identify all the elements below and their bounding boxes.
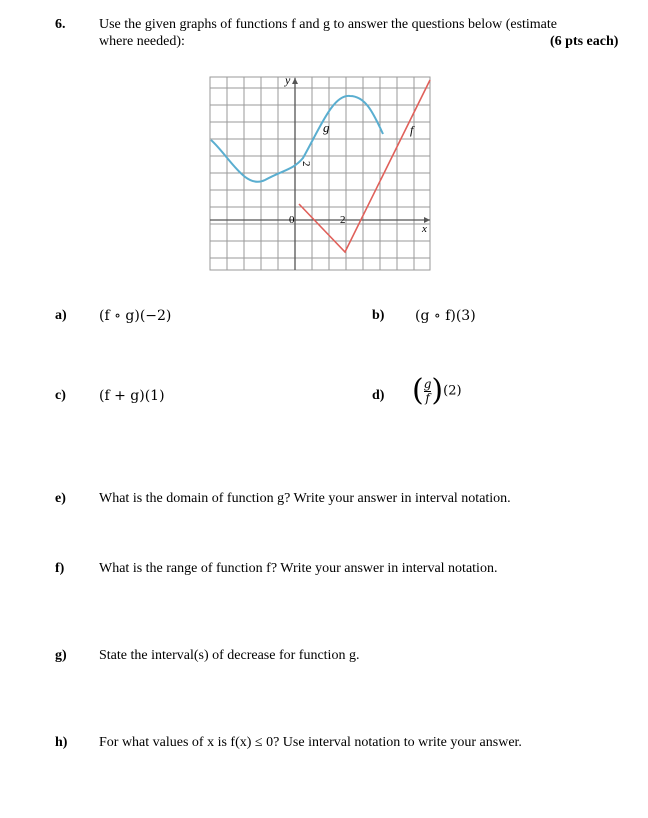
fraction-argument: (2)	[443, 383, 462, 399]
f-label: f	[410, 123, 414, 137]
question-e-text: What is the domain of function g? Write your answer in interval notation.	[99, 491, 511, 506]
g-label: g	[323, 120, 330, 135]
question-h-label: h)	[55, 735, 68, 750]
right-paren: )	[431, 373, 444, 408]
function-graph	[205, 72, 435, 274]
problem-intro-line2: where needed):	[99, 34, 185, 49]
y-tick-label: 2	[300, 161, 312, 167]
question-f-text: What is the range of function f? Write your answer in interval notation.	[99, 561, 498, 576]
fraction-numerator: g	[423, 376, 432, 391]
question-e-label: e)	[55, 491, 66, 506]
question-f-label: f)	[55, 561, 65, 576]
question-b-label: b)	[372, 308, 385, 323]
y-axis-label: y	[285, 73, 291, 87]
points-label: (6 pts each)	[550, 34, 619, 49]
question-d-expression	[412, 373, 462, 408]
problem-number: 6.	[55, 17, 66, 32]
f-curve	[299, 80, 430, 252]
question-a-label: a)	[55, 308, 67, 323]
y-axis-arrow-icon	[292, 78, 298, 84]
x-axis-label: x	[422, 223, 427, 235]
left-paren: (	[412, 373, 424, 408]
fraction-denominator: f	[425, 390, 430, 405]
graph-grid	[210, 77, 430, 270]
question-a-expression: (f ∘ g)(−2)	[99, 308, 172, 324]
question-g-label: g)	[55, 648, 67, 663]
question-c-label: c)	[55, 388, 66, 403]
x-tick-label: 2	[340, 214, 346, 226]
question-b-expression: (g ∘ f)(3)	[415, 308, 476, 324]
question-h-text: For what values of x is f(x) ≤ 0? Use interval notation to write your answer.	[99, 735, 522, 750]
question-c-expression: (f + g)(1)	[99, 388, 165, 404]
problem-intro-line1: Use the given graphs of functions f and g to answer the questions below (estimate	[99, 17, 558, 32]
question-g-text: State the interval(s) of decrease for function g.	[99, 648, 360, 663]
origin-label: 0	[289, 214, 295, 226]
question-d-label: d)	[372, 388, 385, 403]
